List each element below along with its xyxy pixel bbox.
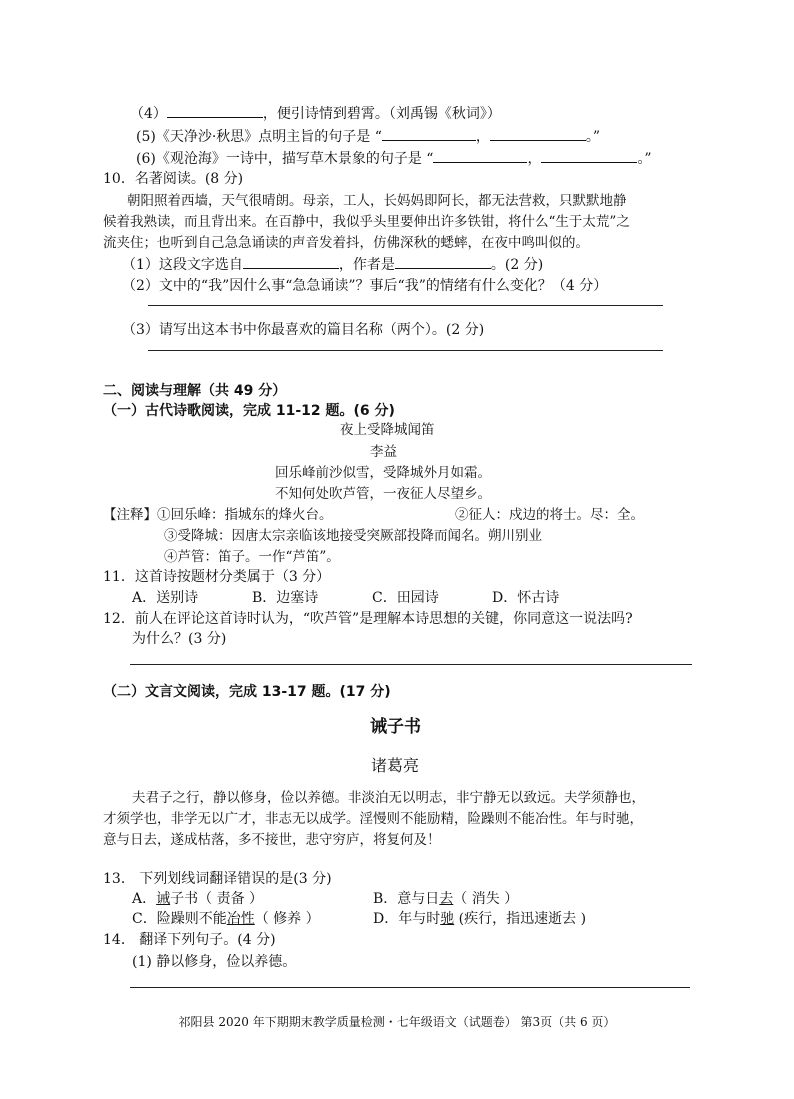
answer-line[interactable]: [148, 350, 663, 351]
text-line: 夫君子之行，静以修身，俭以养德。非淡泊无以明志，非宁静无以致远。夫学须静也，: [132, 790, 645, 806]
q11-option-a[interactable]: A．送别诗: [132, 590, 199, 606]
q10-passage-line: 朝阳照着西墙，天气很晴朗。母亲，工人，长妈妈即阿长，都无法营救，只默默地静: [127, 193, 627, 209]
answer-blank[interactable]: [433, 148, 527, 163]
answer-blank[interactable]: [541, 148, 637, 163]
answer-line[interactable]: [148, 305, 663, 306]
q13-option-c[interactable]: C．险躁则不能冶性（ 修养 ）: [132, 911, 320, 927]
page-footer: 祁阳县 2020 年下期期末教学质量检测・七年级语文（试题卷） 第3页（共 6 页）: [178, 1015, 616, 1029]
text-author: 诸葛亮: [371, 756, 420, 775]
q10-sub1: （1）这段文字选自 ，作者是 。(2 分): [122, 254, 543, 275]
q14-stem: 14． 翻译下列句子。(4 分): [103, 932, 276, 948]
text-title: 诫子书: [370, 717, 421, 737]
poem-line: 不知何处吹芦管，一夜征人尽望乡。: [275, 486, 491, 502]
q10-passage-line: 流夹住；也听到自己急急诵读的声音发着抖，仿佛深秋的蟋蟀，在夜中鸣叫似的。: [103, 235, 589, 251]
note-line: ④芦管：笛子。一作“芦笛”。: [164, 549, 340, 565]
q11-option-b[interactable]: B．边塞诗: [252, 590, 319, 606]
q13-option-a[interactable]: A．诫子书（ 责备 ）: [132, 891, 264, 907]
q13-stem: 13． 下列划线词翻译错误的是(3 分): [103, 871, 332, 887]
answer-blank[interactable]: [243, 254, 339, 269]
q12-stem: 12．前人在评论这首诗时认为，“吹芦管”是理解本诗思想的关键，你同意这一说法吗?: [103, 611, 633, 627]
answer-blank[interactable]: [395, 254, 491, 269]
section-heading: 二、阅读与理解（共 49 分）: [103, 383, 287, 399]
q11-option-c[interactable]: C．田园诗: [372, 590, 439, 606]
poem-title: 夜上受降城闻笛: [340, 422, 435, 438]
part-heading: （二）文言文阅读，完成 13-17 题。(17 分): [103, 684, 391, 700]
text-line: 意与日去，遂成枯落，多不接世，悲守穷庐，将复何及！: [103, 832, 441, 848]
q10-sub3: （3）请写出这本书中你最喜欢的篇目名称（两个）。(2 分): [122, 322, 485, 338]
q10-passage-line: 候着我熟读，而且背出来。在百静中，我似乎头里要伸出许多铁钳，将什么“生于太荒”之: [103, 214, 630, 230]
note-line: 【注释】①回乐峰：指城东的烽火台。: [103, 507, 333, 523]
q9-item5: (5)《天净沙·秋思》点明主旨的句子是 “ ， 。”: [136, 126, 600, 147]
part-heading: （一）古代诗歌阅读，完成 11-12 题。(6 分): [103, 403, 395, 419]
note-line: ③受降城：因唐太宗亲临该地接受突厥部投降而闻名。朔川别业: [164, 528, 542, 544]
q10-title: 10．名著阅读。(8 分): [103, 171, 244, 187]
q12-stem: 为什么？(3 分): [132, 631, 227, 647]
q9-item6: (6)《观沧海》一诗中，描写草木景象的句子是 “ ， 。”: [136, 148, 652, 169]
answer-blank[interactable]: [490, 126, 586, 141]
q9-item4: （4） ，便引诗情到碧霄。（刘禹锡《秋词》）: [130, 103, 501, 124]
answer-line[interactable]: [130, 664, 692, 665]
q13-option-b[interactable]: B．意与日去（ 消失 ）: [373, 891, 519, 907]
q11-stem: 11．这首诗按题材分类属于（3 分）: [103, 569, 331, 585]
answer-line[interactable]: [130, 987, 690, 988]
q10-sub2: （2）文中的“我”因什么事“急急诵读”？事后“我”的情绪有什么变化？（4 分）: [122, 278, 608, 294]
answer-blank[interactable]: [382, 126, 476, 141]
poem-line: 回乐峰前沙似雪，受降城外月如霜。: [275, 465, 491, 481]
q11-option-d[interactable]: D．怀古诗: [492, 590, 560, 606]
text-line: 才须学也，非学无以广才，非志无以成学。淫慢则不能励精，险躁则不能冶性。年与时驰，: [103, 811, 643, 827]
poem-author: 李益: [370, 444, 397, 460]
q13-option-d[interactable]: D．年与时驰 (疾行，指迅速逝去 ): [373, 911, 587, 927]
q14-item1: (1) 静以修身，俭以养德。: [132, 954, 297, 970]
note-line: ②征人：戍边的将士。尽：全。: [455, 507, 644, 523]
answer-blank[interactable]: [167, 103, 263, 118]
